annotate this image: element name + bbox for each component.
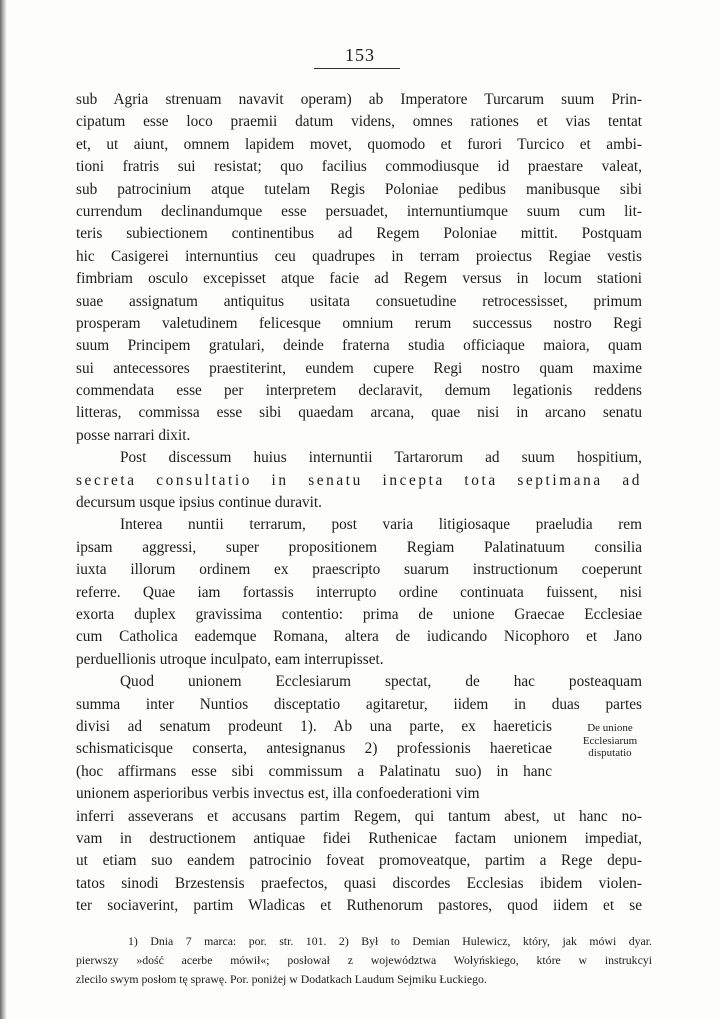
- text-line: tatos sinodi Brzestensis praefectos, quasi discordes Ecclesias ibidem violen-: [76, 874, 642, 892]
- text-line: sui antecessores praestiterint, eundem cupere Regi nostro quam maxime: [76, 359, 642, 377]
- text-line: sub patrocinium atque tutelam Regis Poloniae pedibus manibusque sibi: [76, 180, 642, 198]
- text-line: schismaticisque conserta, antesignanus 2) professionis haereticae: [76, 740, 552, 758]
- text-line: summa inter Nuntios disceptatio agitaretur, iidem in duas partes: [76, 695, 642, 713]
- text-line: suae assignatum antiquitus usitata consuetudine retrocessisset, primum: [76, 292, 642, 310]
- text-line: litteras, commissa esse sibi quaedam arcana, quae nisi in arcano senatu: [76, 404, 642, 422]
- text-line: suum Principem gratulari, deinde fraterna studia officiaque maiora, quam: [76, 337, 642, 355]
- text-line: cipatum esse loco praemii datum videns, omnes rationes et vias tentat: [76, 113, 642, 131]
- text-line: referre. Quae iam fortassis interrupto ordine continuata fuissent, nisi: [76, 583, 642, 601]
- text-line: ipsam aggressi, super propositionem Regiam Palatinatuum consilia: [76, 538, 642, 556]
- paragraph-2: [76, 447, 642, 514]
- text-line: currendum declinandumque esse persuadet, internuntiumque suum cum lit-: [76, 202, 642, 220]
- text-line: sub Agria strenuam navavit operam) ab Imperatore Turcarum suum Prin-: [76, 91, 642, 108]
- text-line: posse narrari dixit.: [76, 426, 191, 444]
- paragraph-1: [76, 89, 642, 447]
- book-spine-shadow: [0, 0, 7, 1019]
- page-number-rule: [314, 68, 400, 69]
- footnote-line: zlecilo swym posłom tę sprawę. Por. poniżej w Dodatkach Laudum Sejmiku Łuckiego.: [76, 972, 487, 986]
- footnote-line: 1) Dnia 7 marca: por. str. 101. 2) Był to Demian Hulewicz, który, jak mówi dyar.: [128, 934, 652, 948]
- text-line: commendata esse per interpretem declaravit, demum legationis reddens: [76, 382, 642, 400]
- text-line: Interea nuntii terrarum, post varia litigiosaque praeludia rem: [120, 516, 642, 534]
- text-line: prosperam valetudinem felicesque omnium rerum successus nostro Regi: [76, 314, 642, 332]
- text-line: fimbriam osculo excepisset atque facie ad Regem versus in locum stationi: [76, 270, 642, 288]
- text-line: teris subiectionem continentibus ad Regem Poloniae mittit. Postquam: [76, 225, 642, 243]
- margin-note: [566, 722, 654, 760]
- text-line: perduellionis utroque inculpato, eam interrupisset.: [76, 650, 384, 668]
- text-line: cum Catholica eademque Romana, altera de iudicando Nicophoro et Jano: [76, 628, 642, 646]
- text-line: secreta consultatio in senatu incepta tota septimana ad: [76, 471, 642, 489]
- text-line: inferri asseverans et accusans partim Regem, qui tantum abest, ut hanc no-: [76, 807, 642, 825]
- text-line: iuxta illorum ordinem ex praescripto suarum instructionum coeperunt: [76, 561, 642, 579]
- text-line: ter sociaverint, partim Wladicas et Ruthenorum pastores, quod iidem et se: [76, 897, 642, 915]
- text-line: (hoc affirmans esse sibi commissum a Palatinatu suo) in hanc: [76, 762, 552, 780]
- text-line: decursum usque ipsius continue duravit.: [76, 494, 322, 512]
- paragraph-4: [76, 671, 642, 917]
- margin-note-line: De unione: [587, 722, 633, 734]
- footnotes: [76, 932, 652, 989]
- body-text: [76, 89, 642, 917]
- text-line: Quod unionem Ecclesiarum spectat, de hac posteaquam: [120, 673, 642, 691]
- text-line: ut etiam suo eandem patrocinio foveat promoveatque, partim a Rege depu-: [76, 852, 642, 870]
- footnote-line: pierwszy »dość acerbe mówił«; posłował z województwa Wołyńskiego, które w instrukcyi: [76, 953, 652, 967]
- margin-note-line: disputatio: [588, 747, 632, 759]
- page-number: 153: [345, 45, 375, 65]
- text-line: hic Casigerei internuntius ceu quadrupes in terram proiectus Regiae vestis: [76, 247, 642, 265]
- paragraph-3: [76, 514, 642, 671]
- text-line: unionem asperioribus verbis invectus est, illa confoederationi vim: [76, 785, 480, 803]
- text-line: exorta duplex gravissima contentio: prima de unione Graecae Ecclesiae: [76, 605, 642, 623]
- margin-note-line: Ecclesiarum: [582, 734, 638, 747]
- text-line: et, ut aiunt, omnem lapidem movet, quomodo et furori Turcico et ambi-: [76, 135, 642, 153]
- text-line: divisi ad senatum prodeunt 1). Ab una parte, ex haereticis: [76, 717, 552, 735]
- text-line: tioni fratris sui resistat; quo facilius commodiusque id praestare valeat,: [76, 158, 642, 176]
- text-line: vam in destructionem antiquae fidei Ruthenicae factam unionem impediat,: [76, 829, 642, 847]
- text-line: Post discessum huius internuntii Tartarorum ad suum hospitium,: [120, 449, 642, 467]
